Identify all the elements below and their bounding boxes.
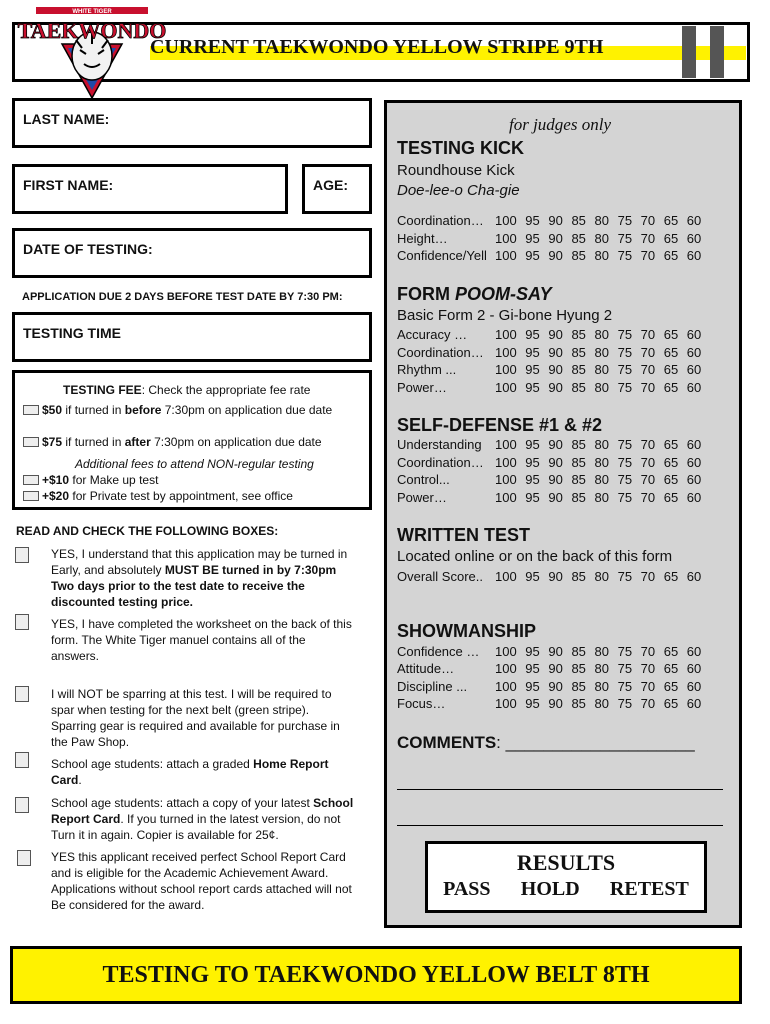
svg-text:TAEKWONDO: TAEKWONDO <box>17 18 167 43</box>
testing-fee-box <box>12 370 372 510</box>
age-label: AGE: <box>313 177 348 193</box>
self-defense-title: SELF-DEFENSE #1 & #2 <box>397 415 603 435</box>
worksheet-text: YES, I have completed the worksheet on the back of this form. The White Tiger manuel contains all of the answers. <box>51 617 352 663</box>
page-title: CURRENT TAEKWONDO YELLOW STRIPE 9TH <box>150 36 604 58</box>
makeup-label: +$10 for Make up test <box>42 473 159 487</box>
home-report-text: School age students: attach a graded Home Report Card. <box>51 757 329 787</box>
sparring-text: I will NOT be sparring at this test. I will be required to spar when testing for the next belt (green stripe). Sparring gear is required and available for purchase in the Paw Shop. <box>51 687 340 749</box>
worksheet-checkbox[interactable] <box>15 614 29 630</box>
kick-line1: Roundhouse Kick <box>397 162 515 179</box>
score-row[interactable]: Coordination… 100 95 90 85 80 75 70 65 60 <box>397 345 702 360</box>
fee-75-checkbox[interactable] <box>23 437 39 447</box>
age-field[interactable] <box>302 164 372 214</box>
comments-label[interactable]: COMMENTS: ____________________ <box>397 733 695 752</box>
kick-title: TESTING KICK <box>397 138 525 158</box>
first-name-label: FIRST NAME: <box>23 177 114 193</box>
first-name-field[interactable] <box>12 164 288 214</box>
testing-time-label: TESTING TIME <box>23 325 121 341</box>
judges-panel <box>384 100 742 928</box>
score-row[interactable]: Discipline ... 100 95 90 85 80 75 70 65 60 <box>397 679 702 694</box>
score-row[interactable]: Coordination… 100 95 90 85 80 75 70 65 60 <box>397 213 702 228</box>
score-row[interactable]: Power… 100 95 90 85 80 75 70 65 60 <box>397 490 702 505</box>
footer-title: TESTING TO TAEKWONDO YELLOW BELT 8TH <box>102 962 650 988</box>
judges-note: for judges only <box>509 115 611 134</box>
taekwondo-logo <box>17 4 167 100</box>
score-row[interactable]: Confidence … 100 95 90 85 80 75 70 65 60 <box>397 644 702 659</box>
checks-heading: READ AND CHECK THE FOLLOWING BOXES: <box>16 524 279 538</box>
score-row[interactable]: Rhythm ... 100 95 90 85 80 75 70 65 60 <box>397 362 702 377</box>
score-row[interactable]: Power… 100 95 90 85 80 75 70 65 60 <box>397 380 702 395</box>
score-row[interactable]: Attitude… 100 95 90 85 80 75 70 65 60 <box>397 661 702 676</box>
kick-line2: Doe-lee-o Cha-gie <box>397 182 520 199</box>
score-row[interactable]: Control... 100 95 90 85 80 75 70 65 60 <box>397 472 702 487</box>
testing-time-field[interactable] <box>12 312 372 362</box>
belt-stripe-2 <box>710 26 724 78</box>
retest-option[interactable]: RETEST <box>609 878 689 900</box>
last-name-field[interactable] <box>12 98 372 148</box>
home-report-checkbox[interactable] <box>15 752 29 768</box>
score-row[interactable]: Understanding 100 95 90 85 80 75 70 65 60 <box>397 437 702 452</box>
comments-line-2[interactable] <box>397 825 723 826</box>
private-checkbox[interactable] <box>23 491 39 501</box>
svg-text:WHITE TIGER: WHITE TIGER <box>72 9 112 15</box>
results-title: RESULTS <box>516 850 616 875</box>
testing-fee-title: TESTING FEE: Check the appropriate fee rate <box>63 383 311 397</box>
private-label: +$20 for Private test by appointment, see office <box>42 489 293 503</box>
pass-option[interactable]: PASS <box>443 878 491 900</box>
score-row[interactable]: Coordination… 100 95 90 85 80 75 70 65 60 <box>397 455 702 470</box>
footer-banner <box>10 946 742 1004</box>
belt-stripe-1 <box>682 26 696 78</box>
understand-checkbox[interactable] <box>15 547 29 563</box>
results-box <box>425 841 707 913</box>
date-of-testing-field[interactable] <box>12 228 372 278</box>
additional-fees-note: Additional fees to attend NON-regular testing <box>75 457 314 471</box>
score-row[interactable]: Confidence/Yell 100 95 90 85 80 75 70 65 60 <box>397 248 702 263</box>
fee-75-label: $75 if turned in after 7:30pm on application due date <box>42 435 322 449</box>
form-title: FORM POOM-SAY <box>397 284 552 304</box>
understand-text: YES, I understand that this application may be turned in Early, and absolutely MUST BE turned in by 7:30pm Two days prior to the test date to receive the discounted testing price. <box>51 547 348 609</box>
score-row[interactable]: Height… 100 95 90 85 80 75 70 65 60 <box>397 231 702 246</box>
makeup-checkbox[interactable] <box>23 475 39 485</box>
fee-50-checkbox[interactable] <box>23 405 39 415</box>
award-checkbox[interactable] <box>17 850 31 866</box>
last-name-label: LAST NAME: <box>23 111 110 127</box>
written-line1: Located online or on the back of this form <box>397 548 673 565</box>
application-due-note: APPLICATION DUE 2 DAYS BEFORE TEST DATE BY 7:30 PM: <box>22 291 343 303</box>
written-title: WRITTEN TEST <box>397 525 530 545</box>
hold-option[interactable]: HOLD <box>520 878 580 900</box>
score-row[interactable]: Focus… 100 95 90 85 80 75 70 65 60 <box>397 696 702 711</box>
score-row[interactable]: Overall Score.. 100 95 90 85 80 75 70 65 60 <box>397 569 702 584</box>
comments-line-1[interactable] <box>397 789 723 790</box>
school-report-text: School age students: attach a copy of your latest School Report Card. If you turned in the latest version, do not Turn it in again. Copier is available for 25¢. <box>51 796 354 842</box>
fee-50-label: $50 if turned in before 7:30pm on application due date <box>42 403 333 417</box>
award-text: YES this applicant received perfect School Report Card and is eligible for the Academic Achievement Award. Applications without school report cards attached will not Be considered for the award. <box>51 850 352 912</box>
form-line1: Basic Form 2 - Gi-bone Hyung 2 <box>397 307 613 324</box>
sparring-checkbox[interactable] <box>15 686 29 702</box>
score-row[interactable]: Accuracy … 100 95 90 85 80 75 70 65 60 <box>397 327 702 342</box>
showmanship-title: SHOWMANSHIP <box>397 621 536 641</box>
date-of-testing-label: DATE OF TESTING: <box>23 241 153 257</box>
school-report-checkbox[interactable] <box>15 797 29 813</box>
